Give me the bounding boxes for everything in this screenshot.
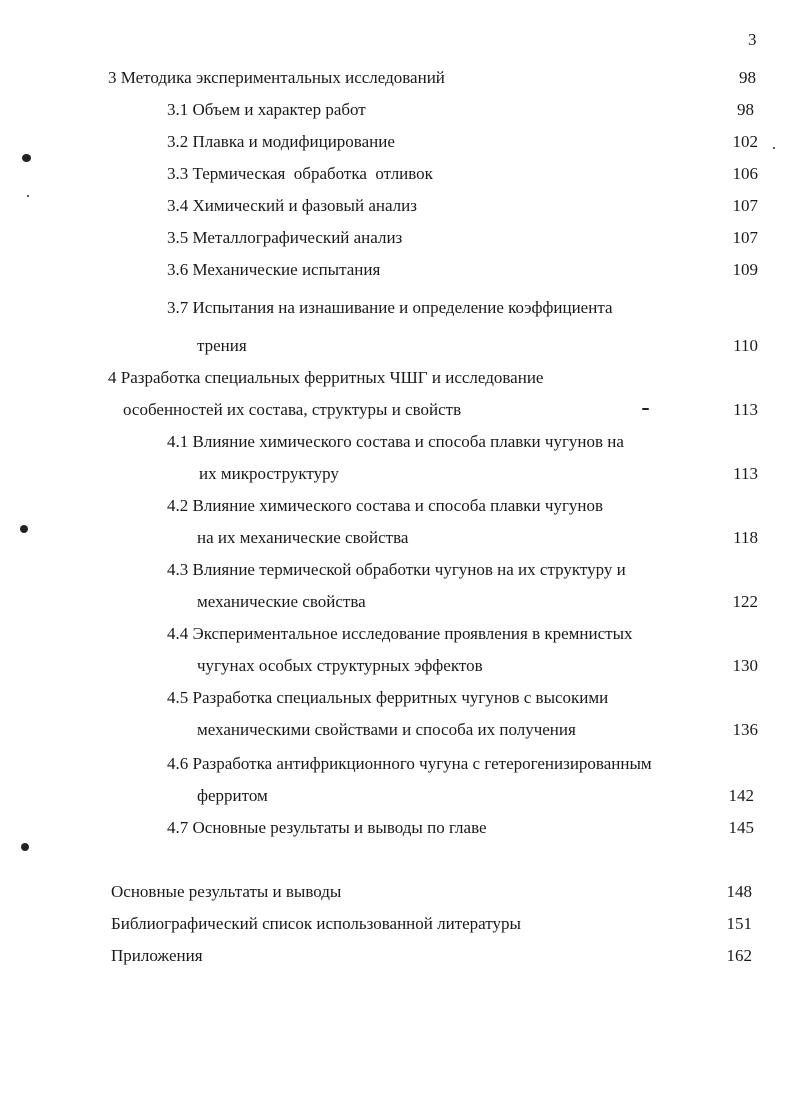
toc-conclusions: Основные результаты и выводы	[111, 882, 342, 901]
toc-item-3-6-page: 109	[732, 260, 758, 279]
scan-speck	[20, 525, 28, 533]
toc-item-4-5-line2: механическими свойствами и способа их получения	[197, 720, 576, 739]
toc-item-4-6-line1: 4.6 Разработка антифрикционного чугуна с гетерогенизированным	[167, 754, 652, 773]
toc-chapter-4-page: 113	[733, 400, 758, 419]
toc-item-3-7-line2: трения	[197, 336, 247, 355]
scan-speck	[27, 195, 29, 197]
toc-item-4-2-line2: на их механические свойства	[197, 528, 409, 547]
toc-item-3-1: 3.1 Объем и характер работ	[167, 100, 366, 119]
toc-item-4-3-line1: 4.3 Влияние термической обработки чугунов на их структуру и	[167, 560, 626, 579]
toc-item-3-2: 3.2 Плавка и модифицирование	[167, 132, 395, 151]
scan-speck	[22, 154, 31, 162]
toc-item-4-1-line2: их микроструктуру	[199, 464, 339, 483]
scan-speck	[773, 147, 775, 149]
toc-appendices-page: 162	[726, 946, 752, 965]
toc-chapter-4-title-line2: особенностей их состава, структуры и свойств	[123, 400, 462, 419]
scan-speck	[642, 408, 649, 410]
scan-speck	[21, 843, 29, 851]
toc-conclusions-page: 148	[726, 882, 752, 901]
toc-chapter-3-title: 3 Методика экспериментальных исследований	[108, 68, 445, 87]
toc-item-4-3-page: 122	[732, 592, 758, 611]
toc-item-4-7-page: 145	[728, 818, 754, 837]
toc-bibliography-page: 151	[726, 914, 752, 933]
toc-chapter-3-page: 98	[739, 68, 756, 87]
toc-item-3-6: 3.6 Механические испытания	[167, 260, 381, 279]
toc-item-3-2-page: 102	[732, 132, 758, 151]
toc-item-4-2-page: 118	[733, 528, 758, 547]
toc-item-3-3: 3.3 Термическая обработка отливок	[167, 164, 433, 183]
toc-item-3-1-page: 98	[737, 100, 754, 119]
toc-item-4-4-page: 130	[732, 656, 758, 675]
toc-bibliography: Библиографический список использованной литературы	[111, 914, 521, 933]
toc-item-4-6-line2: ферритом	[197, 786, 268, 805]
toc-appendices: Приложения	[111, 946, 203, 965]
toc-item-3-4: 3.4 Химический и фазовый анализ	[167, 196, 417, 215]
page-number: 3	[748, 30, 757, 49]
toc-item-3-5: 3.5 Металлографический анализ	[167, 228, 403, 247]
toc-item-4-2-line1: 4.2 Влияние химического состава и способа плавки чугунов	[167, 496, 604, 515]
toc-item-3-5-page: 107	[732, 228, 758, 247]
toc-item-4-6-page: 142	[728, 786, 754, 805]
toc-item-3-7-line1: 3.7 Испытания на изнашивание и определение коэффициента	[167, 298, 613, 317]
toc-item-4-3-line2: механические свойства	[197, 592, 366, 611]
toc-item-4-1-page: 113	[733, 464, 758, 483]
toc-item-4-5-line1: 4.5 Разработка специальных ферритных чугунов с высокими	[167, 688, 609, 707]
toc-item-4-4-line1: 4.4 Экспериментальное исследование проявления в кремнистых	[167, 624, 633, 643]
toc-item-3-7-page: 110	[733, 336, 758, 355]
toc-item-4-7: 4.7 Основные результаты и выводы по главе	[167, 818, 487, 837]
toc-item-4-5-page: 136	[732, 720, 758, 739]
toc-item-4-1-line1: 4.1 Влияние химического состава и способа плавки чугунов на	[167, 432, 624, 451]
toc-chapter-4-title-line1: 4 Разработка специальных ферритных ЧШГ и исследование	[108, 368, 544, 387]
toc-item-4-4-line2: чугунах особых структурных эффектов	[197, 656, 483, 675]
toc-item-3-3-page: 106	[732, 164, 758, 183]
toc-item-3-4-page: 107	[732, 196, 758, 215]
